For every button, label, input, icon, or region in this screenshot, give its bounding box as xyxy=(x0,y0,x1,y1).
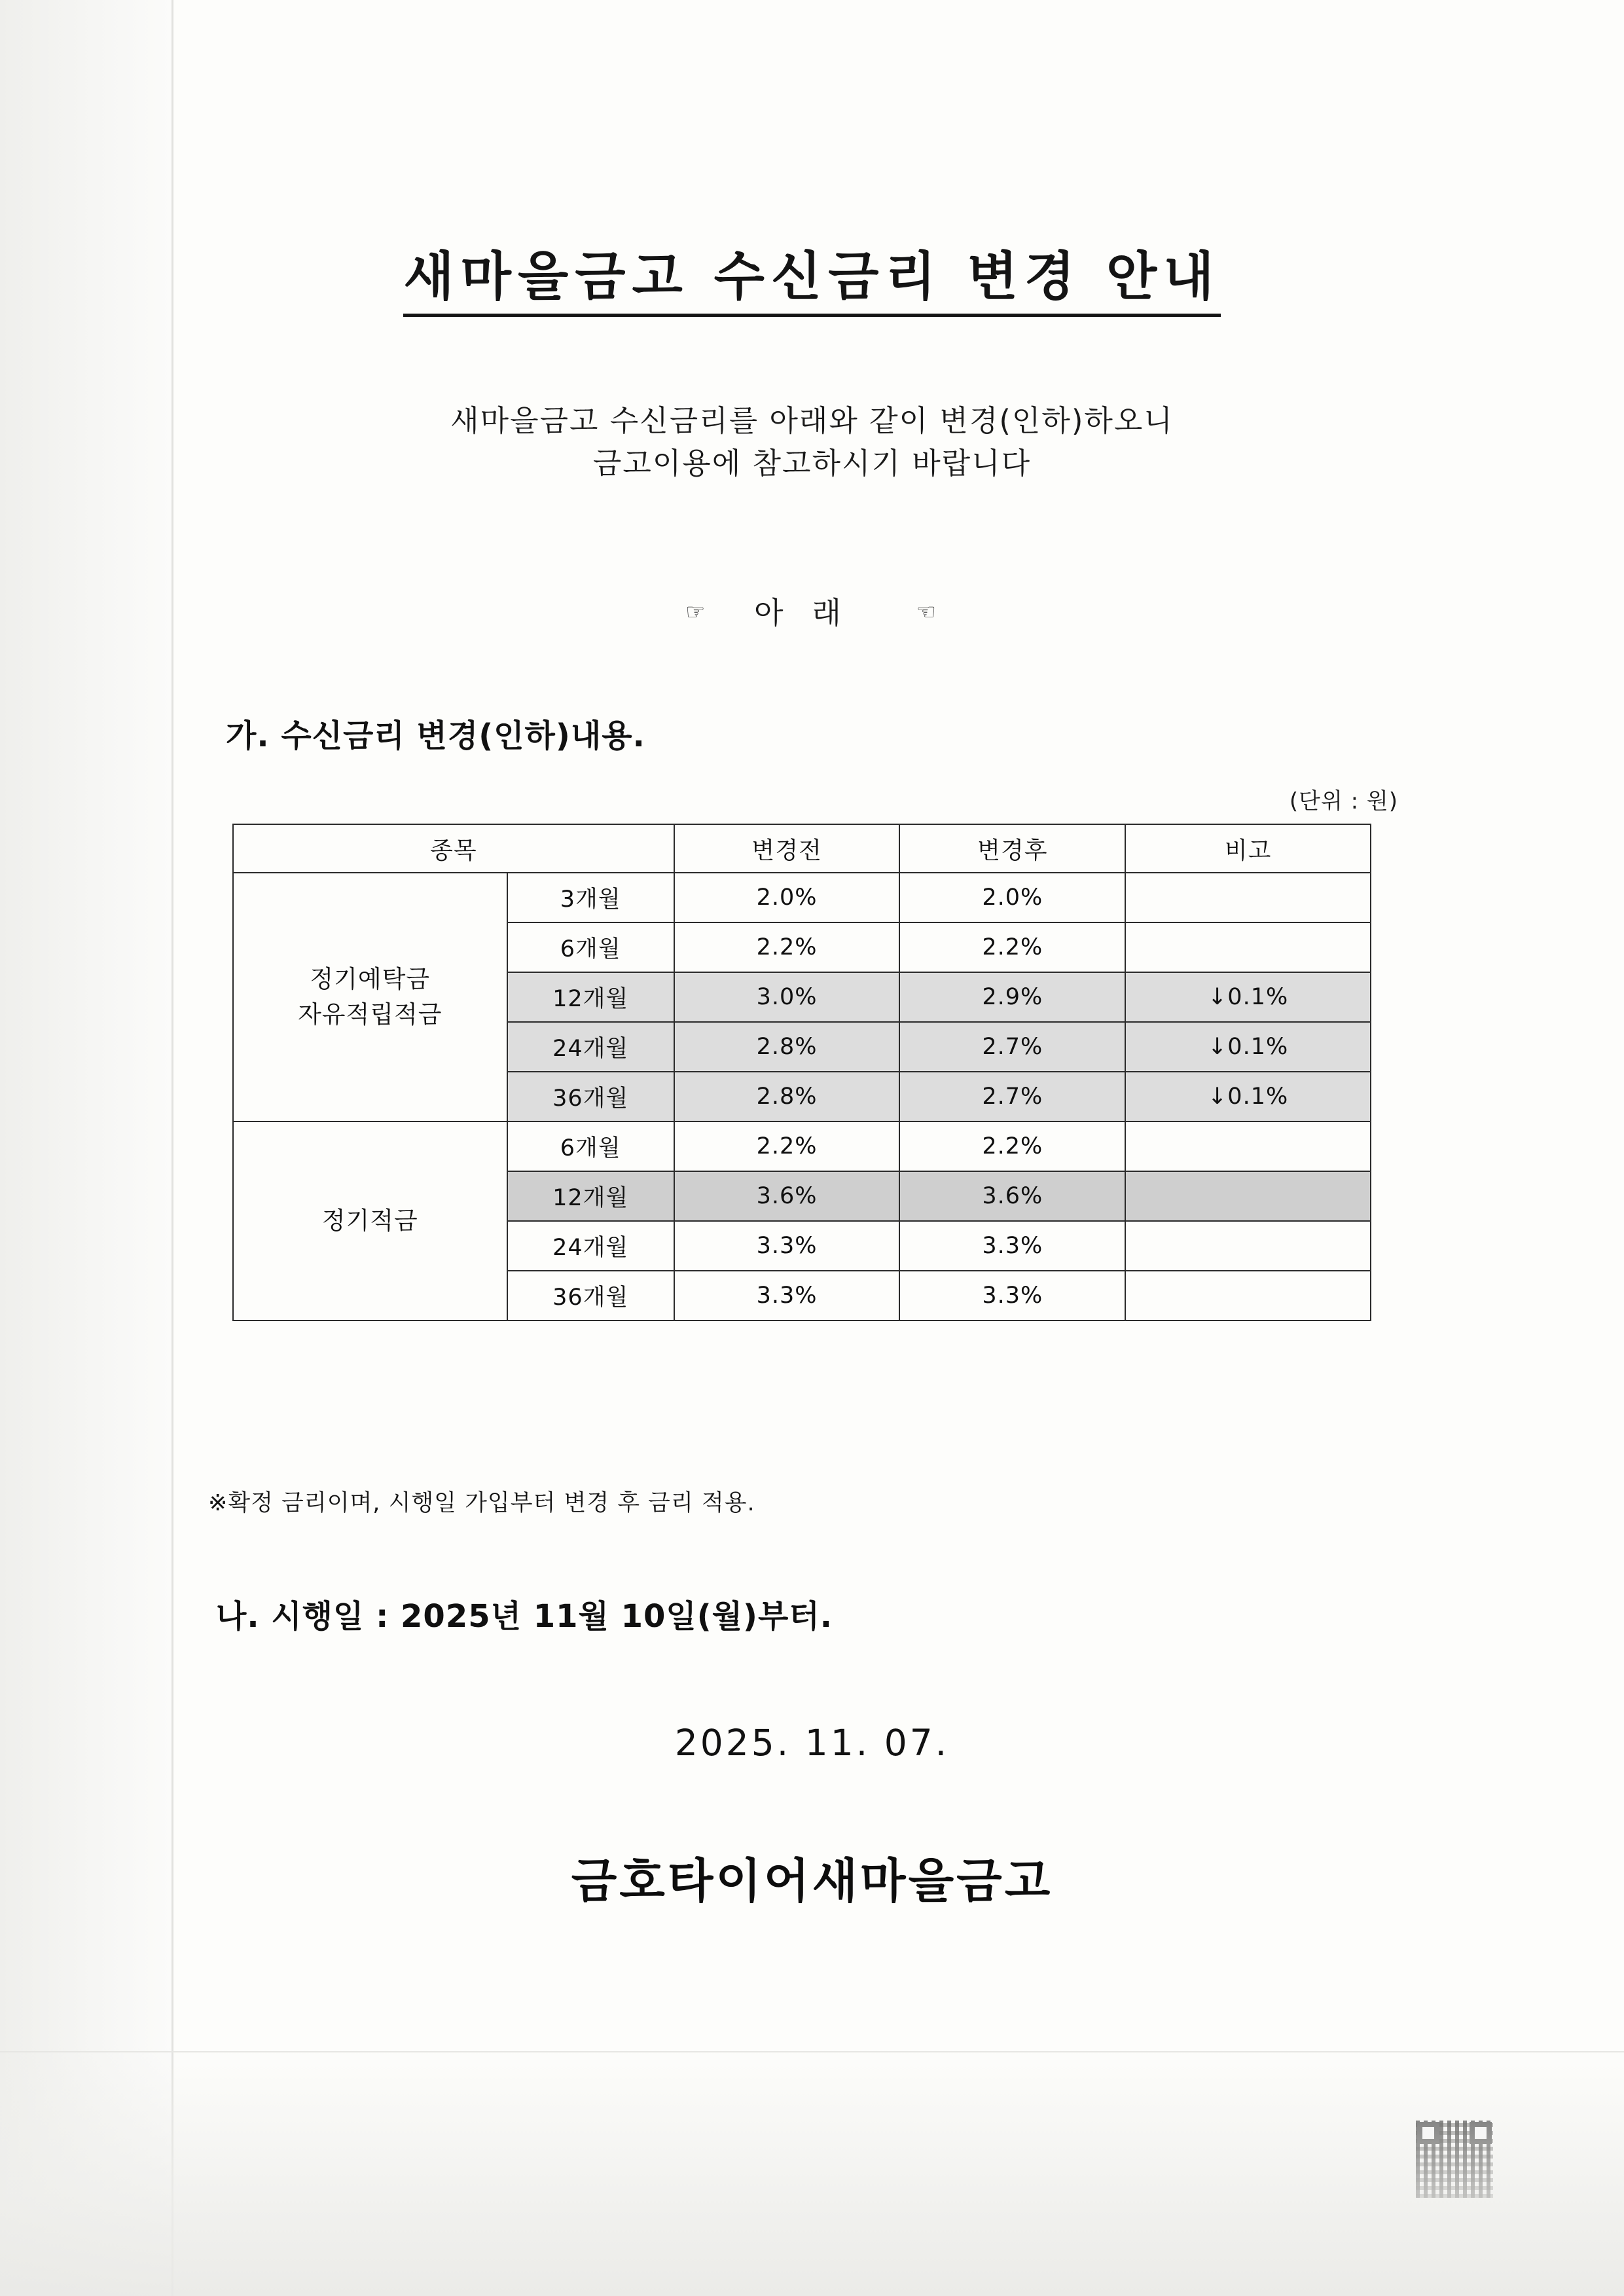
before-cell: 3.3% xyxy=(674,1221,900,1271)
term-cell: 12개월 xyxy=(507,1171,674,1221)
term-cell: 24개월 xyxy=(507,1221,674,1271)
before-cell: 3.0% xyxy=(674,972,900,1022)
subtitle-line-2: 금고이용에 참고하시기 바랍니다 xyxy=(592,446,1032,481)
term-cell: 6개월 xyxy=(507,922,674,972)
arae-label: 아래 xyxy=(754,595,870,630)
note-cell xyxy=(1125,1121,1371,1171)
term-cell: 3개월 xyxy=(507,873,674,922)
table-header-row xyxy=(233,824,1371,873)
after-cell: 2.7% xyxy=(899,1022,1125,1072)
qr-code-icon xyxy=(1416,2121,1493,2198)
after-cell: 3.6% xyxy=(899,1171,1125,1221)
group-name-deposit xyxy=(233,873,507,1121)
table-row xyxy=(233,1121,1371,1171)
table-header xyxy=(233,824,1371,873)
table-footnote: ※확정 금리이며, 시행일 가입부터 변경 후 금리 적용. xyxy=(208,1490,755,1516)
before-cell: 2.2% xyxy=(674,922,900,972)
note-cell xyxy=(1125,1171,1371,1221)
after-cell: 2.7% xyxy=(899,1072,1125,1121)
term-cell: 24개월 xyxy=(507,1022,674,1072)
header-after: 변경후 xyxy=(899,824,1125,873)
note-cell xyxy=(1125,1221,1371,1271)
after-cell: 3.3% xyxy=(899,1271,1125,1321)
before-cell: 2.0% xyxy=(674,873,900,922)
after-cell: 2.0% xyxy=(899,873,1125,922)
group-name-line-1: 정기예탁금 xyxy=(310,965,431,994)
note-cell xyxy=(1125,922,1371,972)
note-cell: ↓0.1% xyxy=(1125,972,1371,1022)
before-cell: 2.8% xyxy=(674,1072,900,1121)
note-cell: ↓0.1% xyxy=(1125,1022,1371,1072)
before-cell: 3.3% xyxy=(674,1271,900,1321)
header-note: 비고 xyxy=(1125,824,1371,873)
section-b-heading: 나. 시행일 : 2025년 11월 10일(월)부터. xyxy=(216,1598,833,1635)
header-category: 종목 xyxy=(233,824,674,873)
group-name-line-2: 자유적립적금 xyxy=(298,1000,442,1029)
table-body xyxy=(233,873,1371,1321)
note-cell xyxy=(1125,1271,1371,1321)
pointing-hand-right-icon: ☞ xyxy=(685,599,708,625)
section-a-heading: 가. 수신금리 변경(인하)내용. xyxy=(226,718,645,754)
subtitle-block xyxy=(0,399,1624,485)
after-cell: 2.2% xyxy=(899,1121,1125,1171)
note-cell xyxy=(1125,873,1371,922)
issue-date: 2025. 11. 07. xyxy=(674,1722,950,1764)
before-cell: 2.8% xyxy=(674,1022,900,1072)
term-cell: 36개월 xyxy=(507,1072,674,1121)
term-cell: 6개월 xyxy=(507,1121,674,1171)
arae-divider xyxy=(0,589,1624,632)
table-row xyxy=(233,873,1371,922)
after-cell: 2.2% xyxy=(899,922,1125,972)
before-cell: 3.6% xyxy=(674,1171,900,1221)
note-cell: ↓0.1% xyxy=(1125,1072,1371,1121)
unit-note: (단위 : 원) xyxy=(1289,788,1398,814)
page-title-text: 새마을금고 수신금리 변경 안내 xyxy=(403,246,1220,317)
pointing-hand-left-icon: ☜ xyxy=(916,599,939,625)
group-name-savings: 정기적금 xyxy=(233,1121,507,1321)
subtitle-line-1: 새마을금고 수신금리를 아래와 같이 변경(인하)하오니 xyxy=(450,403,1174,438)
before-cell: 2.2% xyxy=(674,1121,900,1171)
rate-change-table xyxy=(232,824,1371,1321)
term-cell: 36개월 xyxy=(507,1271,674,1321)
after-cell: 3.3% xyxy=(899,1221,1125,1271)
page-title xyxy=(0,234,1624,310)
after-cell: 2.9% xyxy=(899,972,1125,1022)
header-before: 변경전 xyxy=(674,824,900,873)
term-cell: 12개월 xyxy=(507,972,674,1022)
organization-name: 금호타이어새마을금고 xyxy=(571,1853,1053,1908)
